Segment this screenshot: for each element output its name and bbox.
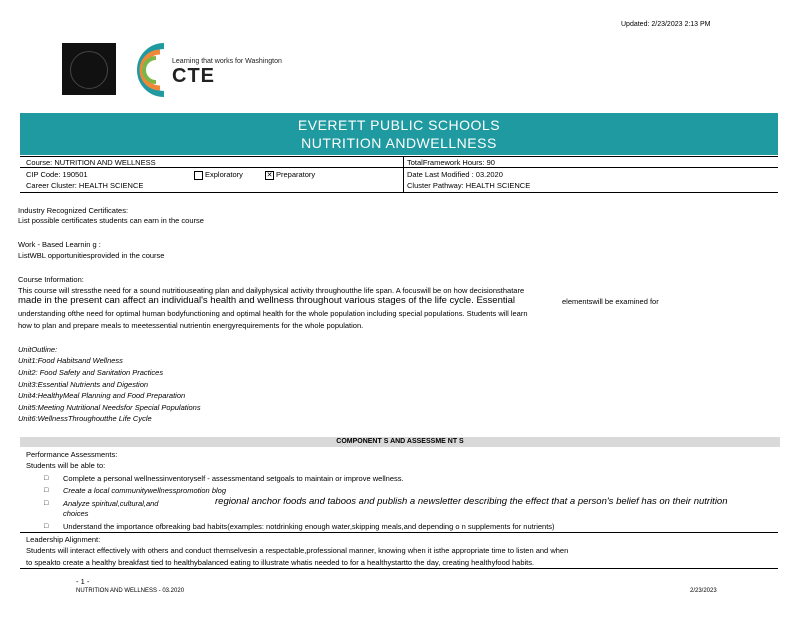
leadership-heading: Leadership Alignment: xyxy=(26,535,101,544)
updated-stamp: Updated: 2/23/2023 2:13 PM xyxy=(621,21,711,28)
performance-intro: Students will be able to: xyxy=(26,461,106,470)
cte-swirl-icon xyxy=(134,40,304,98)
header-rule-mid xyxy=(20,167,778,168)
leadership-line-1: Students will interact effectively with others and conduct themselvesin a respectable,professional manner, knowing when it isthe appropriate time to listen and when xyxy=(26,546,569,555)
banner-line-2: NUTRITION ANDWELLNESS xyxy=(301,135,497,151)
course-info-line-3: understanding ofthe need for optimal human bodyfunctioning and optimal health for the whole population including special populations. Students will learn xyxy=(18,309,528,318)
performance-item-3b: regional anchor foods and taboos and publish a newsletter describing the effect that a person's belief has on their nutrition xyxy=(215,496,728,507)
preparatory-option xyxy=(265,170,315,180)
performance-item-3c: choices xyxy=(63,509,89,518)
course-info-line-4: how to plan and prepare meals to meetessential nutrientin energyrequirements for the whole population. xyxy=(18,321,364,330)
components-header: COMPONENT S AND ASSESSME NT S xyxy=(20,437,780,447)
bullet-icon: □ xyxy=(44,523,49,530)
exploratory-label: Exploratory xyxy=(205,170,243,179)
bullet-icon: □ xyxy=(44,475,49,482)
unit-item: Unit3:Essential Nutrients and Digestion xyxy=(18,380,149,389)
course-info-line-2b: elementswill be examined for xyxy=(562,297,659,306)
career-cluster-field: Career Cluster: HEALTH SCIENCE xyxy=(26,181,144,190)
unit-item: Unit5:Meeting Nutritional Needsfor Special Populations xyxy=(18,403,201,412)
cte-tagline: Learning that works for Washington xyxy=(172,58,282,65)
unit-item: Unit1:Food Habitsand Wellness xyxy=(18,356,123,365)
bullet-icon: □ xyxy=(44,500,49,507)
wbl-heading: Work - Based Learnin g : xyxy=(18,240,101,249)
performance-item-4: Understand the importance ofbreaking bad habits(examples: notdrinking enough water,skipping meals,and depending o n supplements for nutrients) xyxy=(63,522,555,531)
cip-code-field: CIP Code: 190501 xyxy=(26,170,88,179)
exploratory-checkbox[interactable] xyxy=(194,171,203,180)
header-rule-bottom xyxy=(20,192,778,193)
cte-logo xyxy=(134,40,304,98)
performance-item-3a: Analyze spiritual,cultural,and xyxy=(63,499,159,508)
leadership-line-2: to speakto create a healthy breakfast tied to healthybalanced eating to illustrate whatis needed to for a healthystartto the day, creating healthyfood habits. xyxy=(26,558,535,567)
unit-item: Unit2: Food Safety and Sanitation Practices xyxy=(18,368,164,377)
wbl-text: ListWBL opportunitiesprovided in the course xyxy=(18,251,165,260)
banner-line-1: EVERETT PUBLIC SCHOOLS xyxy=(297,117,501,133)
page-number: - 1 - xyxy=(76,577,90,586)
course-info-line-1: This course will stressthe need for a sound nutritiouseating plan and dailyphysical activity throughoutthe life span. A focuswill be on how decisionsthatare xyxy=(18,286,525,295)
title-banner xyxy=(20,113,778,155)
performance-item-1: Complete a personal wellnessinventoryself - assessmentand setgoals to maintain or improve wellness. xyxy=(63,474,404,483)
cluster-pathway-field: Cluster Pathway: HEALTH SCIENCE xyxy=(407,181,531,190)
unit-item: Unit6:WellnessThroughoutthe Life Cycle xyxy=(18,414,152,423)
performance-rule xyxy=(20,532,778,533)
total-hours-field: TotalFramework Hours: 90 xyxy=(407,158,495,167)
course-info-line-2: made in the present can affect an individual's health and wellness throughout various stages of the life cycle. Essential xyxy=(18,295,515,306)
footer-date: 2/23/2023 xyxy=(690,588,717,594)
industry-heading: Industry Recognized Certificates: xyxy=(18,206,129,215)
course-field: Course: NUTRITION AND WELLNESS xyxy=(26,158,156,167)
unit-outline-heading: UnitOutline: xyxy=(18,345,58,354)
preparatory-checkbox[interactable]: ✕ xyxy=(266,171,273,179)
performance-heading: Performance Assessments: xyxy=(26,450,118,459)
header-divider xyxy=(403,156,404,192)
exploratory-option xyxy=(194,170,243,180)
date-modified-field: Date Last Modified : 03.2020 xyxy=(407,170,503,179)
footer-left: NUTRITION AND WELLNESS - 03.2020 xyxy=(76,588,185,594)
course-info-heading: Course Information: xyxy=(18,275,84,284)
preparatory-label: Preparatory xyxy=(276,170,316,179)
leadership-rule xyxy=(20,568,778,569)
district-seal-logo xyxy=(62,43,116,95)
industry-text: List possible certificates students can earn in the course xyxy=(18,216,204,225)
bullet-icon: □ xyxy=(44,487,49,494)
cte-wordmark: CTE xyxy=(172,65,215,87)
unit-item: Unit4:HealthyMeal Planning and Food Preparation xyxy=(18,391,186,400)
performance-item-2: Create a local communitywellnesspromotion blog xyxy=(63,486,226,495)
header-rule-top xyxy=(20,156,778,157)
